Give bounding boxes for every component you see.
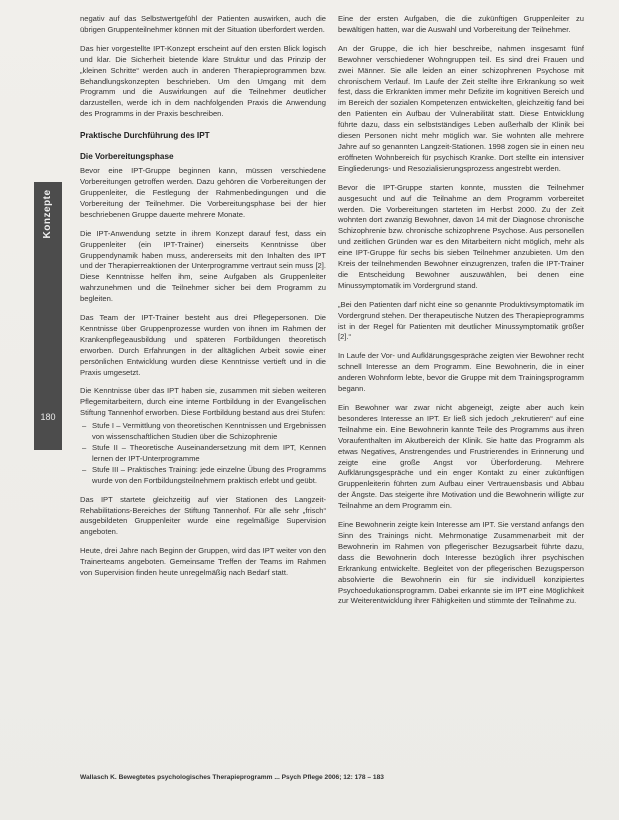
left-column [80, 14, 326, 587]
paragraph: An der Gruppe, die ich hier beschreibe, nahmen insgesamt fünf Bewohner verschiedener Wohngruppen teil. Es sind drei Frauen und zwei Männer. Sie alle leiden an einer schizophrenen Psychose mit chronischem Verlauf. Im Laufe der Zeit stellte ihre Erkrankung so weit fest, dass die Erkrankten immer mehr Defizite im kognitiven Bereich und im Bereich der sozialen Kompetenzen entwickelten, gleichzeitig fand bei den Patienten ein Aufbau der Vulnerabilität statt. Diese Entwicklung führte dazu, dass ein selbstständiges Leben außerhalb der Klinik bei diesen Personen nicht mehr möglich war. Sie wohnten alle mehrere Jahre auf so genannten Langzeit-Stationen. 1998 zogen sie in einen neu eröffneten Wohnbereich für psychisch Kranke. Dort stellte ein intensiver Eingliederungs- und Resozialisierungsprozess angestrebt werden. [338, 43, 584, 173]
paragraph: Die IPT-Anwendung setzte in ihrem Konzept darauf fest, dass ein Gruppenleiter (ein IPT-Trainer) einerseits Kenntnisse über Gruppendynamik haben muss, andererseits mit den Inhalten des IPT und der Therapierreaktionen der Unterprogramme vertraut sein muss [2]. Diese Kenntnisse helfen ihm, seine Aufgaben als Gruppenleiter wahrzunehmen und die Teilnehmer sicher bei dem Programm zu begleiten. [80, 228, 326, 304]
paragraph: Eine Bewohnerin zeigte kein Interesse am IPT. Sie verstand anfangs den Sinn des Trainings nicht. Mehrmonatige Zusammenarbeit mit der Bewohnerin im Rahmen von pflegerischer Bezugsarbeit führte dazu, dass die Bewohnerin doch Interesse bezüglich ihrer psychischen Erkrankung entwickelte. Begleitet von der pflegerischen Bezugsperson absolvierte die Bewohnerin ein für sie individuell konzipiertes Psychoedukationsprogramm. Dabei erkannte sie im IPT eine Möglichkeit zur Weiterentwicklung ihrer Fähigkeiten und stimmte der Teilnahme zu. [338, 520, 584, 606]
paragraph: Das hier vorgestellte IPT-Konzept erscheint auf den ersten Blick logisch und klar. Die Sicherheit bietende klare Struktur und das Prinzip der „kleinen Schritte“ werden auch in anderen Therapieprogrammen bzw. Behandlungskonzepten beschrieben. Um den Umgang mit dem Programm und die Auswirkungen auf die Teilnehmer deutlicher darzustellen, werde ich in dem nachfolgenden Praxis die Anwendung des Programms in der Praxis beschreiben. [80, 43, 326, 119]
paragraph: Eine der ersten Aufgaben, die die zukünftigen Gruppenleiter zu bewältigen hatten, war die Auswahl und Vorbereitung der Teilnehmer. [338, 14, 584, 34]
paragraph: Bevor die IPT-Gruppe starten konnte, mussten die Teilnehmer ausgesucht und auf die Teilnahme an dem Programm vorbereitet werden. Die Vorbereitungen starteten im Herbst 2000. Zu der Zeit wohnten dort zwanzig Bewohner, davon 14 mit der Diagnose chronische Schizophrenie bzw. chronische schizophrene Psychose. Aus personellen und zeitlichen Gründen war es den Mitarbeitern nicht möglich, mehr als eine IPT-Gruppe für sechs bis sieben Teilnehmer anzubieten. Um den Kreis der teilnehmenden Bewohner einzugrenzen, trafen die IPT-Trainer die Entscheidung Bewohner auszuwählen, bei denen eine Minussymptomatik im Vordergrund stand. [338, 182, 584, 290]
paragraph: Das Team der IPT-Trainer besteht aus drei Pflegepersonen. Die Kenntnisse über Gruppenprozesse wurden von ihnen im Rahmen der Krankenpflegeausbildung und späteren Fortbildungen theoretisch erworben. Durch Erfahrungen in der alltäglichen Arbeit sowie einer persönlichen Entwicklung wurden diese Kenntnisse vertieft und in die Praxis umgesetzt. [80, 313, 326, 377]
list-item: – Stufe I – Vermittlung von theoretischen Kenntnissen und Ergebnissen von wissenschaftlichen Studien über die Schizophrenie [92, 421, 326, 443]
paragraph: Bevor eine IPT-Gruppe beginnen kann, müssen verschiedene Vorbereitungen getroffen werden. Dazu gehören die Vorbereitungen der Gruppenleiter, die Festlegung der Rahmenbedingungen und die Vorbereitung der Teilnehmer. Die Vorbereitungsphase bei der hier beschriebenen Gruppe dauerte mehrere Monate. [80, 166, 326, 219]
paragraph: Heute, drei Jahre nach Beginn der Gruppen, wird das IPT weiter von den Trainerteams angeboten. Gemeinsame Treffen der Teams im Rahmen von Supervision finden heute unregelmäßig nach Bedarf statt. [80, 546, 326, 578]
subsection-heading: Die Vorbereitungsphase [80, 152, 174, 162]
page-number-tab [34, 360, 62, 450]
paragraph: In Laufe der Vor- und Aufklärungsgespräche zeigten vier Bewohner recht schnell Interesse an dem Programm. Eine Bewohnerin, die in einer anderen Wohnform lebte, bevor die Gruppe mit dem Trainingsprogramm begann. [338, 351, 584, 394]
paragraph: Die Kenntnisse über das IPT haben sie, zusammen mit sieben weiteren Pflegemitarbeitern, durch eine interne Fortbildung in der Evangelischen Stiftung Tannenhof erworben. Diese Fortbildung bestand aus drei Stufen: [80, 386, 326, 418]
paragraph: Ein Bewohner war zwar nicht abgeneigt, zeigte aber auch kein besonderes Interesse an IPT. Er ließ sich jedoch „rekrutieren“ auf eine Teilnahme ein. Eine Bewohnerin kannte Teile des Programms aus ihren Voraufenthalten im Akutbereich der Klinik. Sie hatte das Programm als etwas Negatives, Anstrengendes und Frustrierendes in Erinnerung und zeigte eine große Angst vor Überforderung. Mehrere Aufklärungsgespräche und ein enger Kontakt zu einer zukünftigen Gruppenleiterin führten zum Aufbau einer Vertrauensbasis und Abbau der Ängste. Das steigerte ihre Motivation und die Bewohnerin willigte zur Teilnahme an dem Programm ein. [338, 403, 584, 511]
list-item: – Stufe II – Theoretische Auseinandersetzung mit dem IPT, Kennen lernen der IPT-Unterprogramme [92, 443, 326, 465]
section-tab-label: Konzepte [42, 189, 53, 239]
right-column [338, 14, 584, 615]
training-stages-list [80, 421, 326, 486]
section-heading: Praktische Durchführung des IPT [80, 131, 210, 141]
quotation: „Bei den Patienten darf nicht eine so genannte Produktivsymptomatik im Vordergrund stehen. Der therapeutische Nutzen des Therapieprogramms ist in der Regel für Patienten mit deutlicher Minussymptomatik größer [2].“ [338, 299, 584, 342]
footer-citation: Wallasch K. Bewegtetes psychologisches Therapieprogramm ... Psych Pflege 2006; 12: 178 – 183 [80, 774, 384, 781]
paragraph: Das IPT startete gleichzeitig auf vier Stationen des Langzeit-Rehabilitations-Bereiches der Stiftung Tannenhof. Für alle sehr „frisch“ ausgebildeten Gruppenleiter wurde eine regelmäßige Supervision angeboten. [80, 494, 326, 537]
page-footer [80, 774, 580, 781]
paragraph: negativ auf das Selbstwertgefühl der Patienten auswirken, auch die übrigen Gruppenteilnehmer können mit der Situation überfordert werden. [80, 14, 326, 34]
page-number: 180 [40, 412, 56, 422]
list-item: – Stufe III – Praktisches Training: jede einzelne Übung des Programms wurde von den Fortbildungsteilnehmern praktisch erlebt und geübt. [92, 465, 326, 487]
